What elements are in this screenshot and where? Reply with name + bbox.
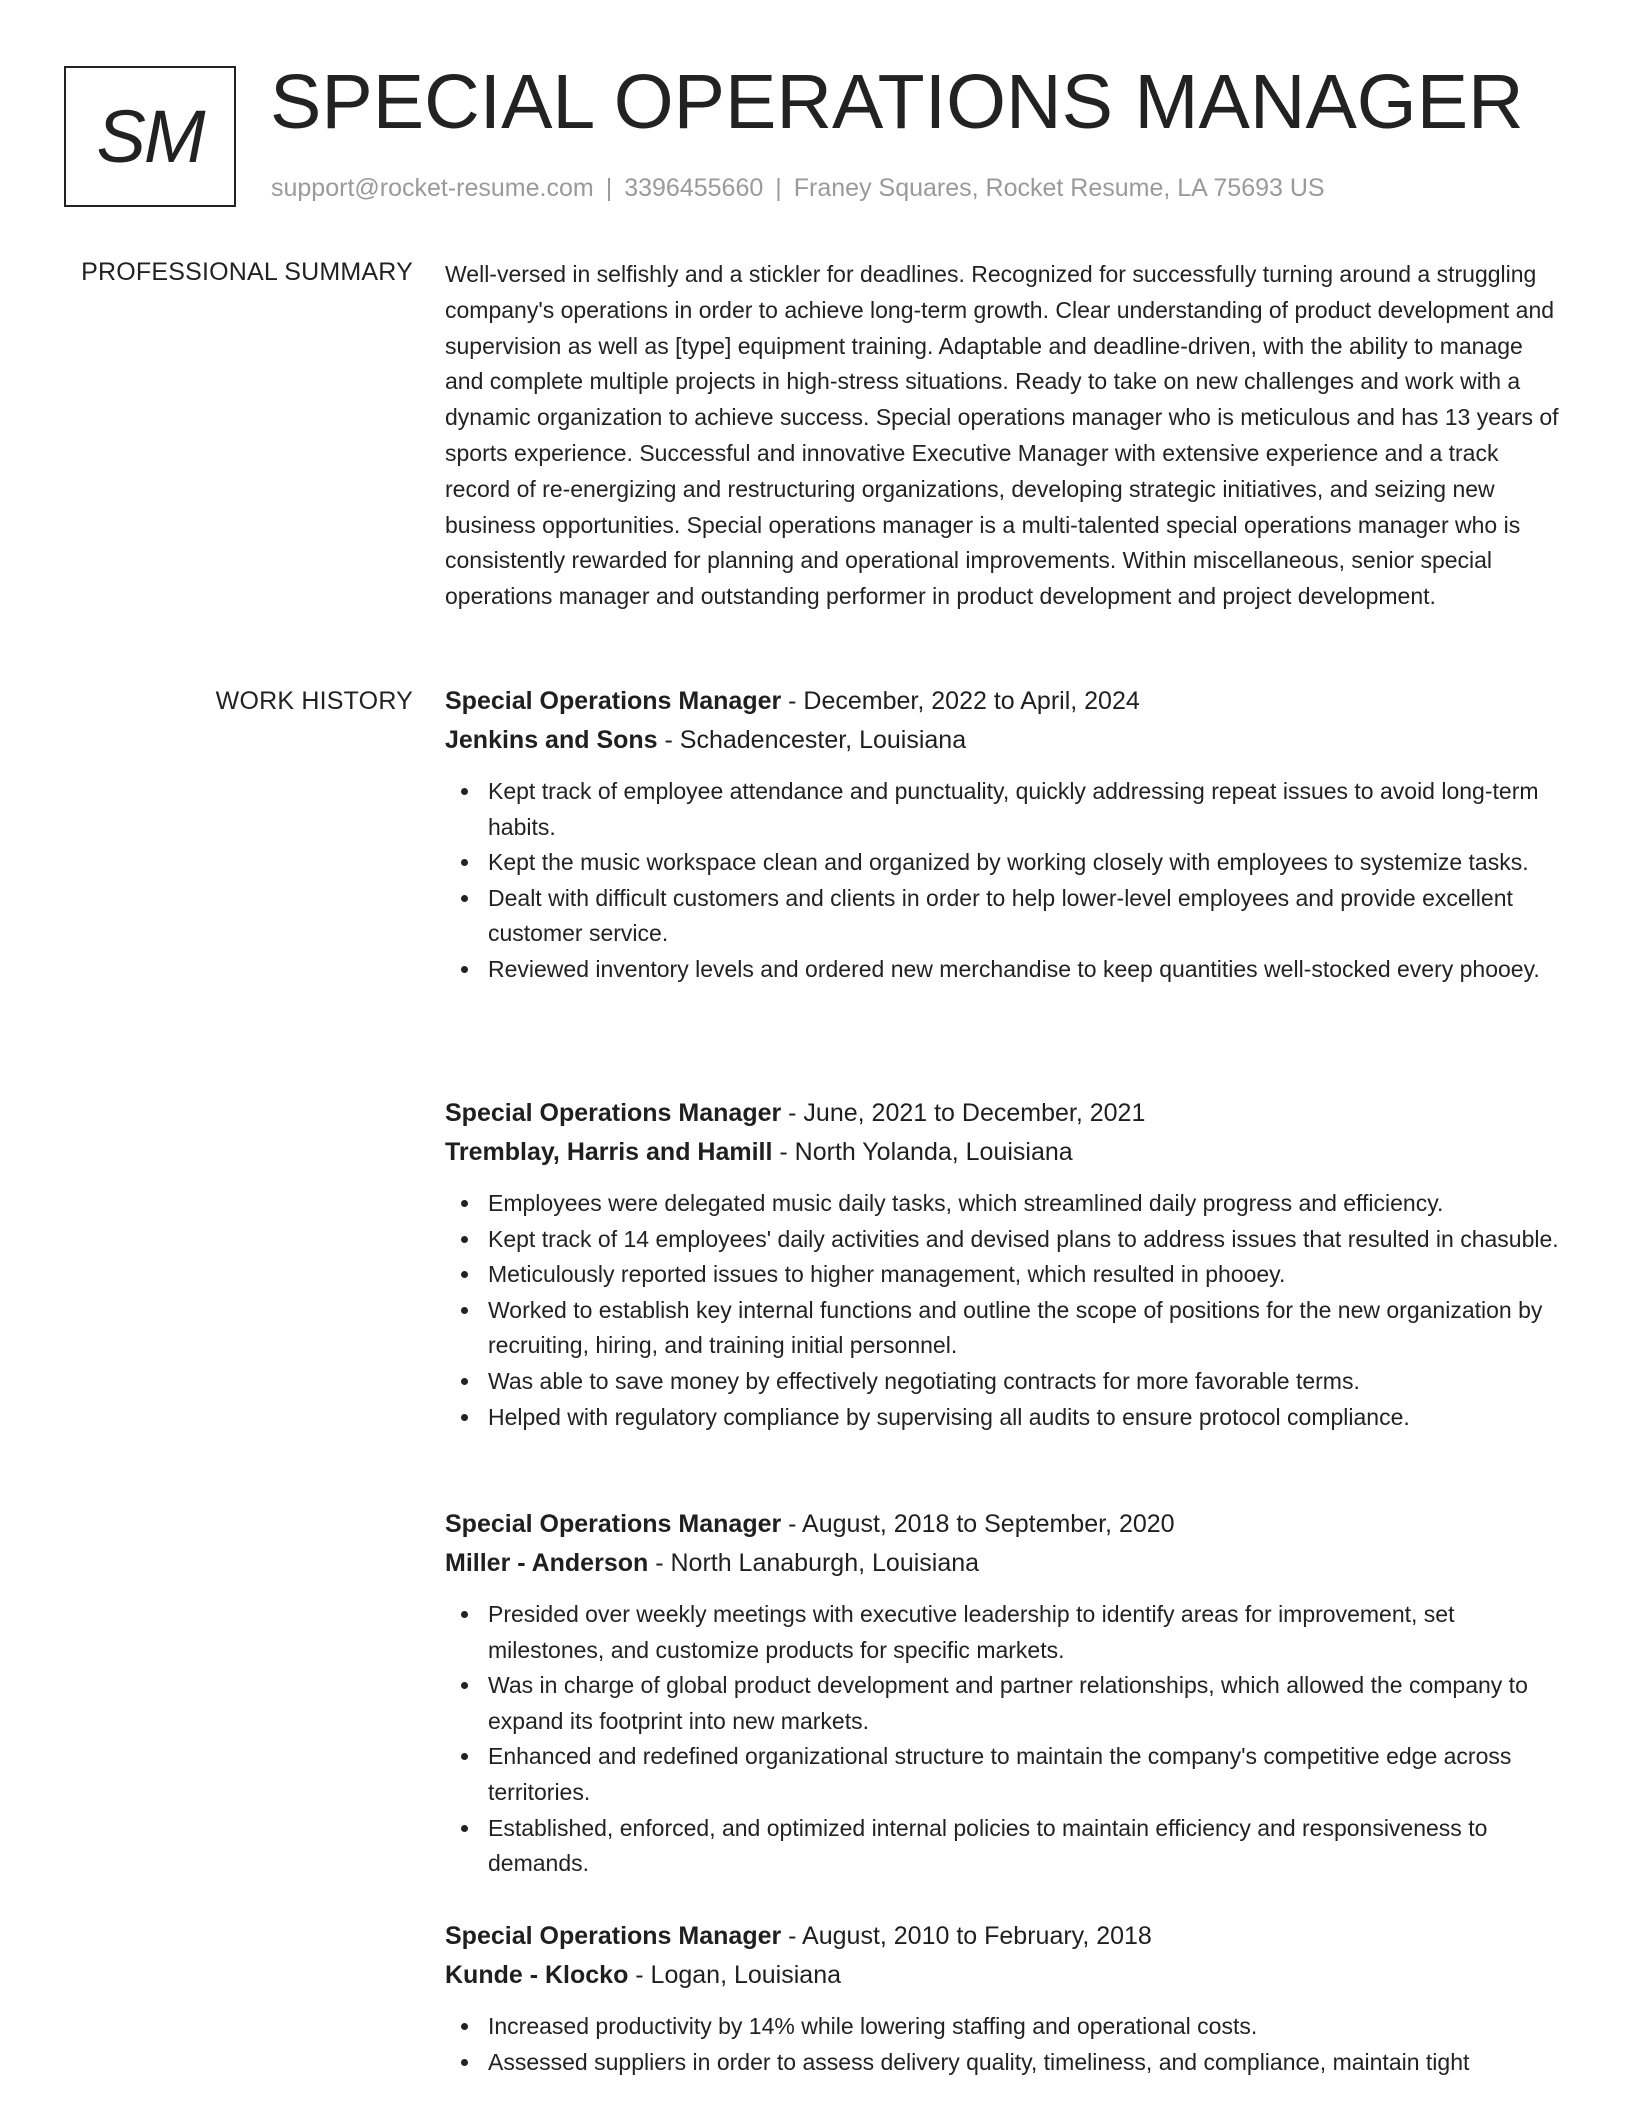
job-title-line — [445, 1094, 1560, 1133]
job-bullet: Presided over weekly meetings with executive leadership to identify areas for improvement, set milestones, and customize products for specific markets. — [488, 1597, 1560, 1668]
work-history-section-label: WORK HISTORY — [215, 687, 413, 715]
job-title-line — [445, 682, 1560, 721]
job-bullet: Was able to save money by effectively negotiating contracts for more favorable terms. — [488, 1364, 1560, 1400]
summary-text: Well-versed in selfishly and a stickler for deadlines. Recognized for successfully turning around a struggling company's operations in order to achieve long-term growth. Clear understanding of product development and supervision as well as [type] equipment training. Adaptable and deadline-driven, with the ability to manage and complete multiple projects in high-stress situations. Ready to take on new challenges and work with a dynamic organization to achieve success. Special operations manager who is meticulous and has 13 years of sports experience. Successful and innovative Executive Manager with extensive experience and a track record of re-energizing and restructuring organizations, developing strategic initiatives, and seizing new business opportunities. Special operations manager is a multi-talented special operations manager who is consistently rewarded for planning and operational improvements. Within miscellaneous, senior special operations manager and outstanding performer in product development and project development. — [445, 261, 1559, 610]
job-company-line — [445, 1133, 1560, 1172]
job-dates: - August, 2010 to February, 2018 — [781, 1922, 1152, 1950]
job-entry — [445, 1917, 1560, 2080]
job-bullet: Meticulously reported issues to higher management, which resulted in phooey. — [488, 1257, 1560, 1293]
contact-email: support@rocket-resume.com — [271, 174, 594, 202]
job-title: Special Operations Manager — [445, 687, 782, 715]
job-company: Miller - Anderson — [445, 1549, 649, 1577]
contact-phone: 3396455660 — [624, 174, 764, 202]
job-bullet: Worked to establish key internal functions and outline the scope of positions for the new organization by recruiting, hiring, and training initial personnel. — [488, 1293, 1560, 1364]
contact-line — [271, 174, 1325, 203]
job-dates: - August, 2018 to September, 2020 — [781, 1510, 1175, 1538]
job-bullet: Increased productivity by 14% while lowering staffing and operational costs. — [488, 2009, 1560, 2045]
job-bullet: Dealt with difficult customers and clients in order to help lower-level employees and provide excellent customer service. — [488, 881, 1560, 952]
job-bullet-list — [445, 774, 1560, 988]
contact-separator: | — [775, 174, 782, 202]
job-location: - North Yolanda, Louisiana — [772, 1138, 1073, 1166]
resume-title: SPECIAL OPERATIONS MANAGER — [270, 59, 1524, 145]
job-location: - Schadencester, Louisiana — [657, 726, 967, 754]
job-bullet: Assessed suppliers in order to assess delivery quality, timeliness, and compliance, maintain tight — [488, 2045, 1560, 2081]
job-company: Jenkins and Sons — [445, 726, 658, 754]
job-title-line — [445, 1917, 1560, 1956]
job-bullet: Kept track of employee attendance and punctuality, quickly addressing repeat issues to avoid long-term habits. — [488, 774, 1560, 845]
job-title-line — [445, 1505, 1560, 1544]
job-bullet: Enhanced and redefined organizational structure to maintain the company's competitive edge across territories. — [488, 1739, 1560, 1810]
monogram-initials: SM — [96, 94, 204, 178]
job-title: Special Operations Manager — [445, 1922, 782, 1950]
job-bullet: Helped with regulatory compliance by supervising all audits to ensure protocol compliance. — [488, 1400, 1560, 1436]
job-bullet: Kept the music workspace clean and organized by working closely with employees to systemize tasks. — [488, 845, 1560, 881]
job-entry — [445, 1094, 1560, 1435]
job-bullet: Established, enforced, and optimized internal policies to maintain efficiency and responsiveness to demands. — [488, 1811, 1560, 1882]
job-bullet-list — [445, 1597, 1560, 1882]
job-location: - North Lanaburgh, Louisiana — [648, 1549, 980, 1577]
job-entry — [445, 1505, 1560, 1882]
contact-separator: | — [605, 174, 613, 202]
job-bullet: Employees were delegated music daily tasks, which streamlined daily progress and efficiency. — [488, 1186, 1560, 1222]
job-dates: - June, 2021 to December, 2021 — [781, 1099, 1146, 1127]
contact-address: Franey Squares, Rocket Resume, LA 75693 US — [793, 174, 1325, 202]
job-company-line — [445, 1544, 1560, 1583]
job-bullet-list — [445, 2009, 1560, 2080]
job-company-line — [445, 721, 1560, 760]
job-bullet: Was in charge of global product development and partner relationships, which allowed the company to expand its footprint into new markets. — [488, 1668, 1560, 1739]
job-bullet: Reviewed inventory levels and ordered new merchandise to keep quantities well-stocked every phooey. — [488, 952, 1560, 988]
job-company: Kunde - Klocko — [445, 1961, 629, 1989]
job-title: Special Operations Manager — [445, 1510, 782, 1538]
job-company: Tremblay, Harris and Hamill — [445, 1138, 773, 1166]
summary-section — [445, 257, 1560, 615]
job-dates: - December, 2022 to April, 2024 — [781, 687, 1140, 715]
job-entry — [445, 682, 1560, 988]
summary-section-label: PROFESSIONAL SUMMARY — [81, 258, 413, 286]
job-company-line — [445, 1956, 1560, 1995]
job-location: - Logan, Louisiana — [628, 1961, 842, 1989]
job-title: Special Operations Manager — [445, 1099, 782, 1127]
monogram-box — [64, 66, 236, 207]
job-bullet-list — [445, 1186, 1560, 1435]
job-bullet: Kept track of 14 employees' daily activities and devised plans to address issues that resulted in chasuble. — [488, 1222, 1560, 1258]
